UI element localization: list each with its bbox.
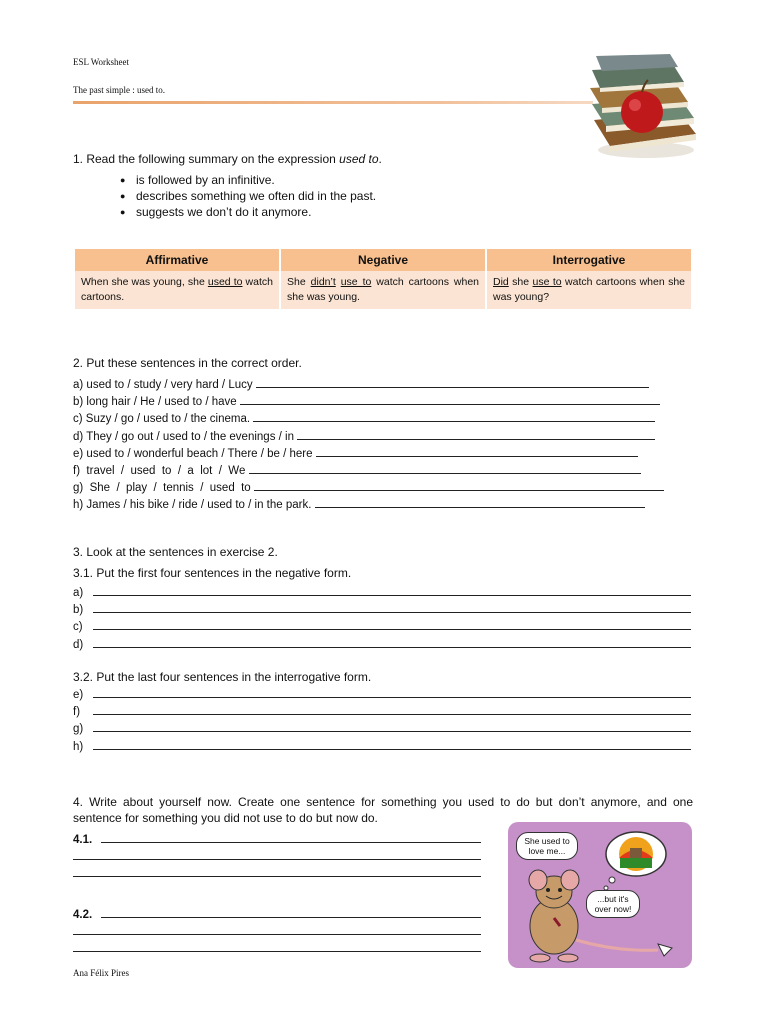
answer-row: 4.2.: [73, 906, 485, 923]
exercise-1-prompt: 1. Read the following summary on the expression used to.: [73, 152, 382, 166]
answer-row: b): [73, 601, 693, 618]
answer-line[interactable]: [316, 445, 638, 457]
answer-line[interactable]: [101, 831, 481, 843]
summary-bullet: ● describes something we often did in the past.: [120, 188, 376, 204]
answer-row: a): [73, 584, 693, 601]
cell-interrogative: Did she use to watch cartoons when she was young?: [487, 271, 691, 309]
answer-row: [73, 848, 485, 865]
cell-negative: She didn’t use to watch cartoons when she was young.: [281, 271, 485, 309]
answer-row: 4.1.: [73, 831, 485, 848]
answer-row: f): [73, 703, 693, 720]
author-footer: Ana Félix Pires: [73, 968, 129, 978]
exercise-4-prompt: 4. Write about yourself now. Create one sentence for something you used to do but don’t anymore, and one sentence for something you did not use to do but now do.: [73, 795, 693, 825]
answer-line[interactable]: [93, 720, 691, 732]
exercise-3-2-prompt: 3.2. Put the last four sentences in the interrogative form.: [73, 670, 372, 684]
answer-row: [73, 923, 485, 940]
answer-line[interactable]: [93, 703, 691, 715]
answer-line[interactable]: [73, 865, 481, 877]
summary-bullet-list: [120, 172, 376, 220]
answer-line[interactable]: [93, 686, 691, 698]
header-rule: [73, 101, 593, 104]
used-to-grammar-table: [73, 249, 693, 309]
answer-line[interactable]: [93, 738, 691, 750]
mouse-drawing: [508, 822, 692, 968]
header-interrogative: Interrogative: [487, 249, 691, 271]
exercise-3-prompt: 3. Look at the sentences in exercise 2.: [73, 545, 278, 559]
books-apple-illustration: [584, 50, 706, 162]
answer-line[interactable]: [101, 906, 481, 918]
ordering-item: a) used to / study / very hard / Lucy: [73, 376, 693, 393]
speech-bubble-1: She used to love me...: [516, 832, 578, 860]
answer-line[interactable]: [93, 601, 691, 613]
exercise-3-1-prompt: 3.1. Put the first four sentences in the negative form.: [73, 566, 352, 580]
answer-line[interactable]: [253, 410, 655, 422]
ordering-item: f) travel / used to / a lot / We: [73, 462, 693, 479]
answer-line[interactable]: [93, 584, 691, 596]
answer-line[interactable]: [254, 479, 664, 491]
answer-row: h): [73, 738, 693, 755]
answer-line[interactable]: [315, 496, 645, 508]
header-negative: Negative: [281, 249, 485, 271]
worksheet-subtitle: The past simple : used to.: [73, 85, 165, 95]
ordering-sentences-list: [73, 376, 693, 514]
exercise-4-1-lines: [73, 831, 485, 883]
summary-bullet: ● is followed by an infinitive.: [120, 172, 376, 188]
sad-mouse-cartoon: [508, 822, 692, 968]
answer-line[interactable]: [93, 618, 691, 630]
ordering-item: e) used to / wonderful beach / There / be / here: [73, 445, 693, 462]
cell-affirmative: When she was young, she used to watch cartoons.: [75, 271, 279, 309]
answer-line[interactable]: [73, 848, 481, 860]
summary-bullet: ● suggests we don’t do it anymore.: [120, 204, 376, 220]
answer-line[interactable]: [93, 636, 691, 648]
exercise-2-prompt: 2. Put these sentences in the correct order.: [73, 356, 302, 370]
answer-row: e): [73, 686, 693, 703]
answer-row: c): [73, 618, 693, 635]
ordering-item: d) They / go out / used to / the evenings / in: [73, 428, 693, 445]
exercise-4-2-lines: [73, 906, 485, 958]
answer-line[interactable]: [240, 393, 660, 405]
worksheet-title: ESL Worksheet: [73, 57, 130, 67]
answer-row: [73, 940, 485, 957]
answer-row: g): [73, 720, 693, 737]
answer-line[interactable]: [256, 376, 649, 388]
answer-row: d): [73, 636, 693, 653]
speech-bubble-2: ...but it's over now!: [586, 890, 640, 918]
ordering-item: h) James / his bike / ride / used to / in the park.: [73, 496, 693, 513]
negative-form-lines: [73, 584, 693, 653]
header-affirmative: Affirmative: [75, 249, 279, 271]
interrogative-form-lines: [73, 686, 693, 755]
ordering-item: g) She / play / tennis / used to: [73, 479, 693, 496]
answer-line[interactable]: [249, 462, 641, 474]
ordering-item: b) long hair / He / used to / have: [73, 393, 693, 410]
answer-row: [73, 865, 485, 882]
answer-line[interactable]: [73, 923, 481, 935]
answer-line[interactable]: [73, 940, 481, 952]
ordering-item: c) Suzy / go / used to / the cinema.: [73, 410, 693, 427]
answer-line[interactable]: [297, 428, 655, 440]
